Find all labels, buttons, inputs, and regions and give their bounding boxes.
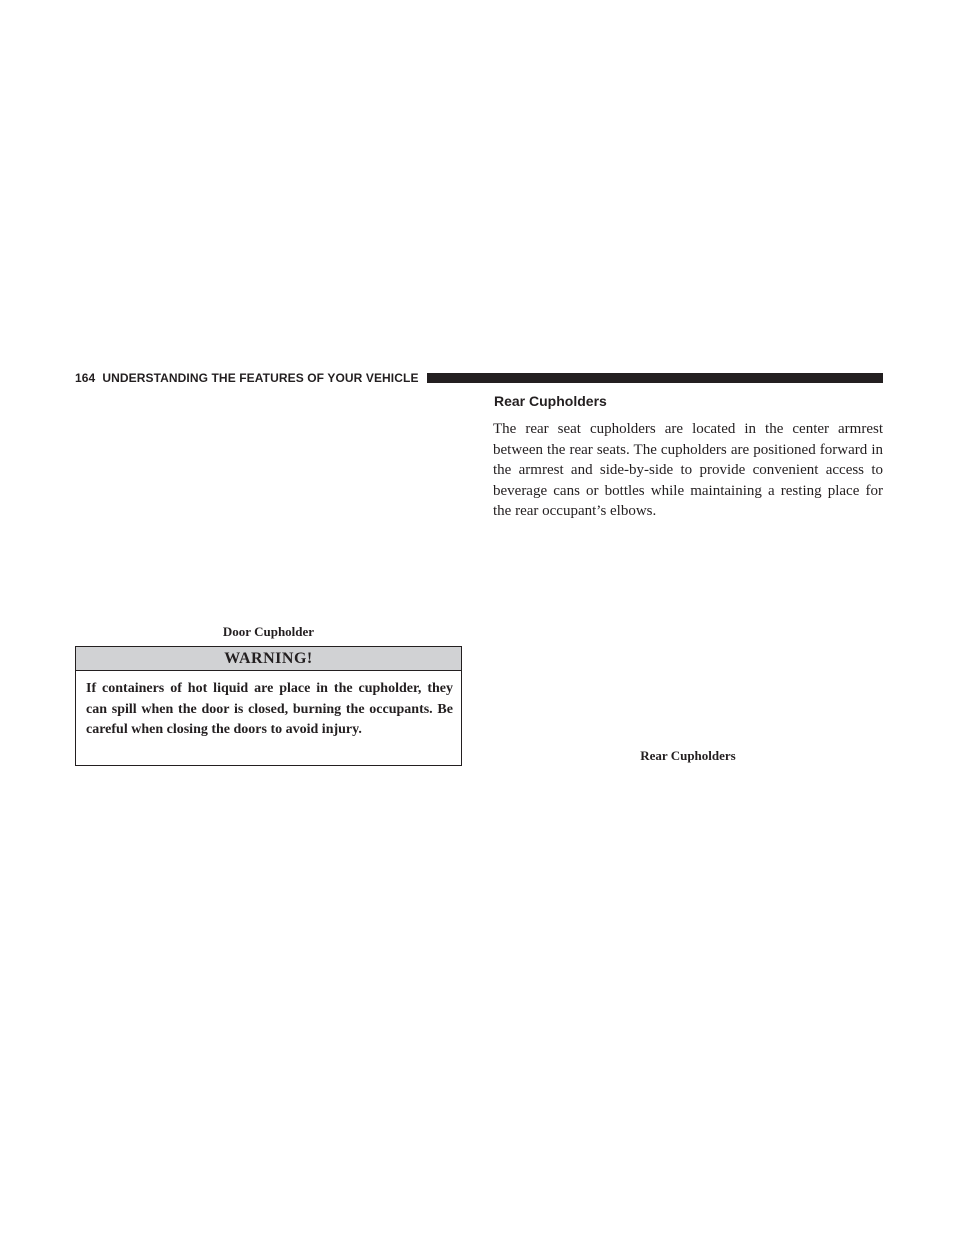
warning-body: If containers of hot liquid are place in the cupholder, they can spill when the door is closed, burning the occupants. Be careful when closing the doors to avoid injury. (86, 681, 453, 737)
rear-cupholders-paragraph: The rear seat cupholders are located in the center armrest between the rear seats. The cupholders are positioned forward in the armrest and side-by-side to provide convenient access to beverage cans or bottles while maintaining a resting place for the rear occupant’s elbows. (493, 421, 883, 519)
section-title: UNDERSTANDING THE FEATURES OF YOUR VEHICLE (102, 371, 419, 385)
page-number: 164 (75, 371, 96, 385)
warning-box (75, 646, 462, 766)
warning-title: WARNING! (76, 647, 461, 671)
door-cupholder-figure (75, 395, 462, 620)
page-header (75, 370, 883, 386)
rear-cupholders-caption: Rear Cupholders (640, 748, 736, 763)
rear-cupholders-figure (493, 530, 883, 742)
rear-cupholders-heading: Rear Cupholders (494, 393, 607, 409)
door-cupholder-caption: Door Cupholder (222, 624, 315, 639)
header-rule (427, 373, 883, 383)
